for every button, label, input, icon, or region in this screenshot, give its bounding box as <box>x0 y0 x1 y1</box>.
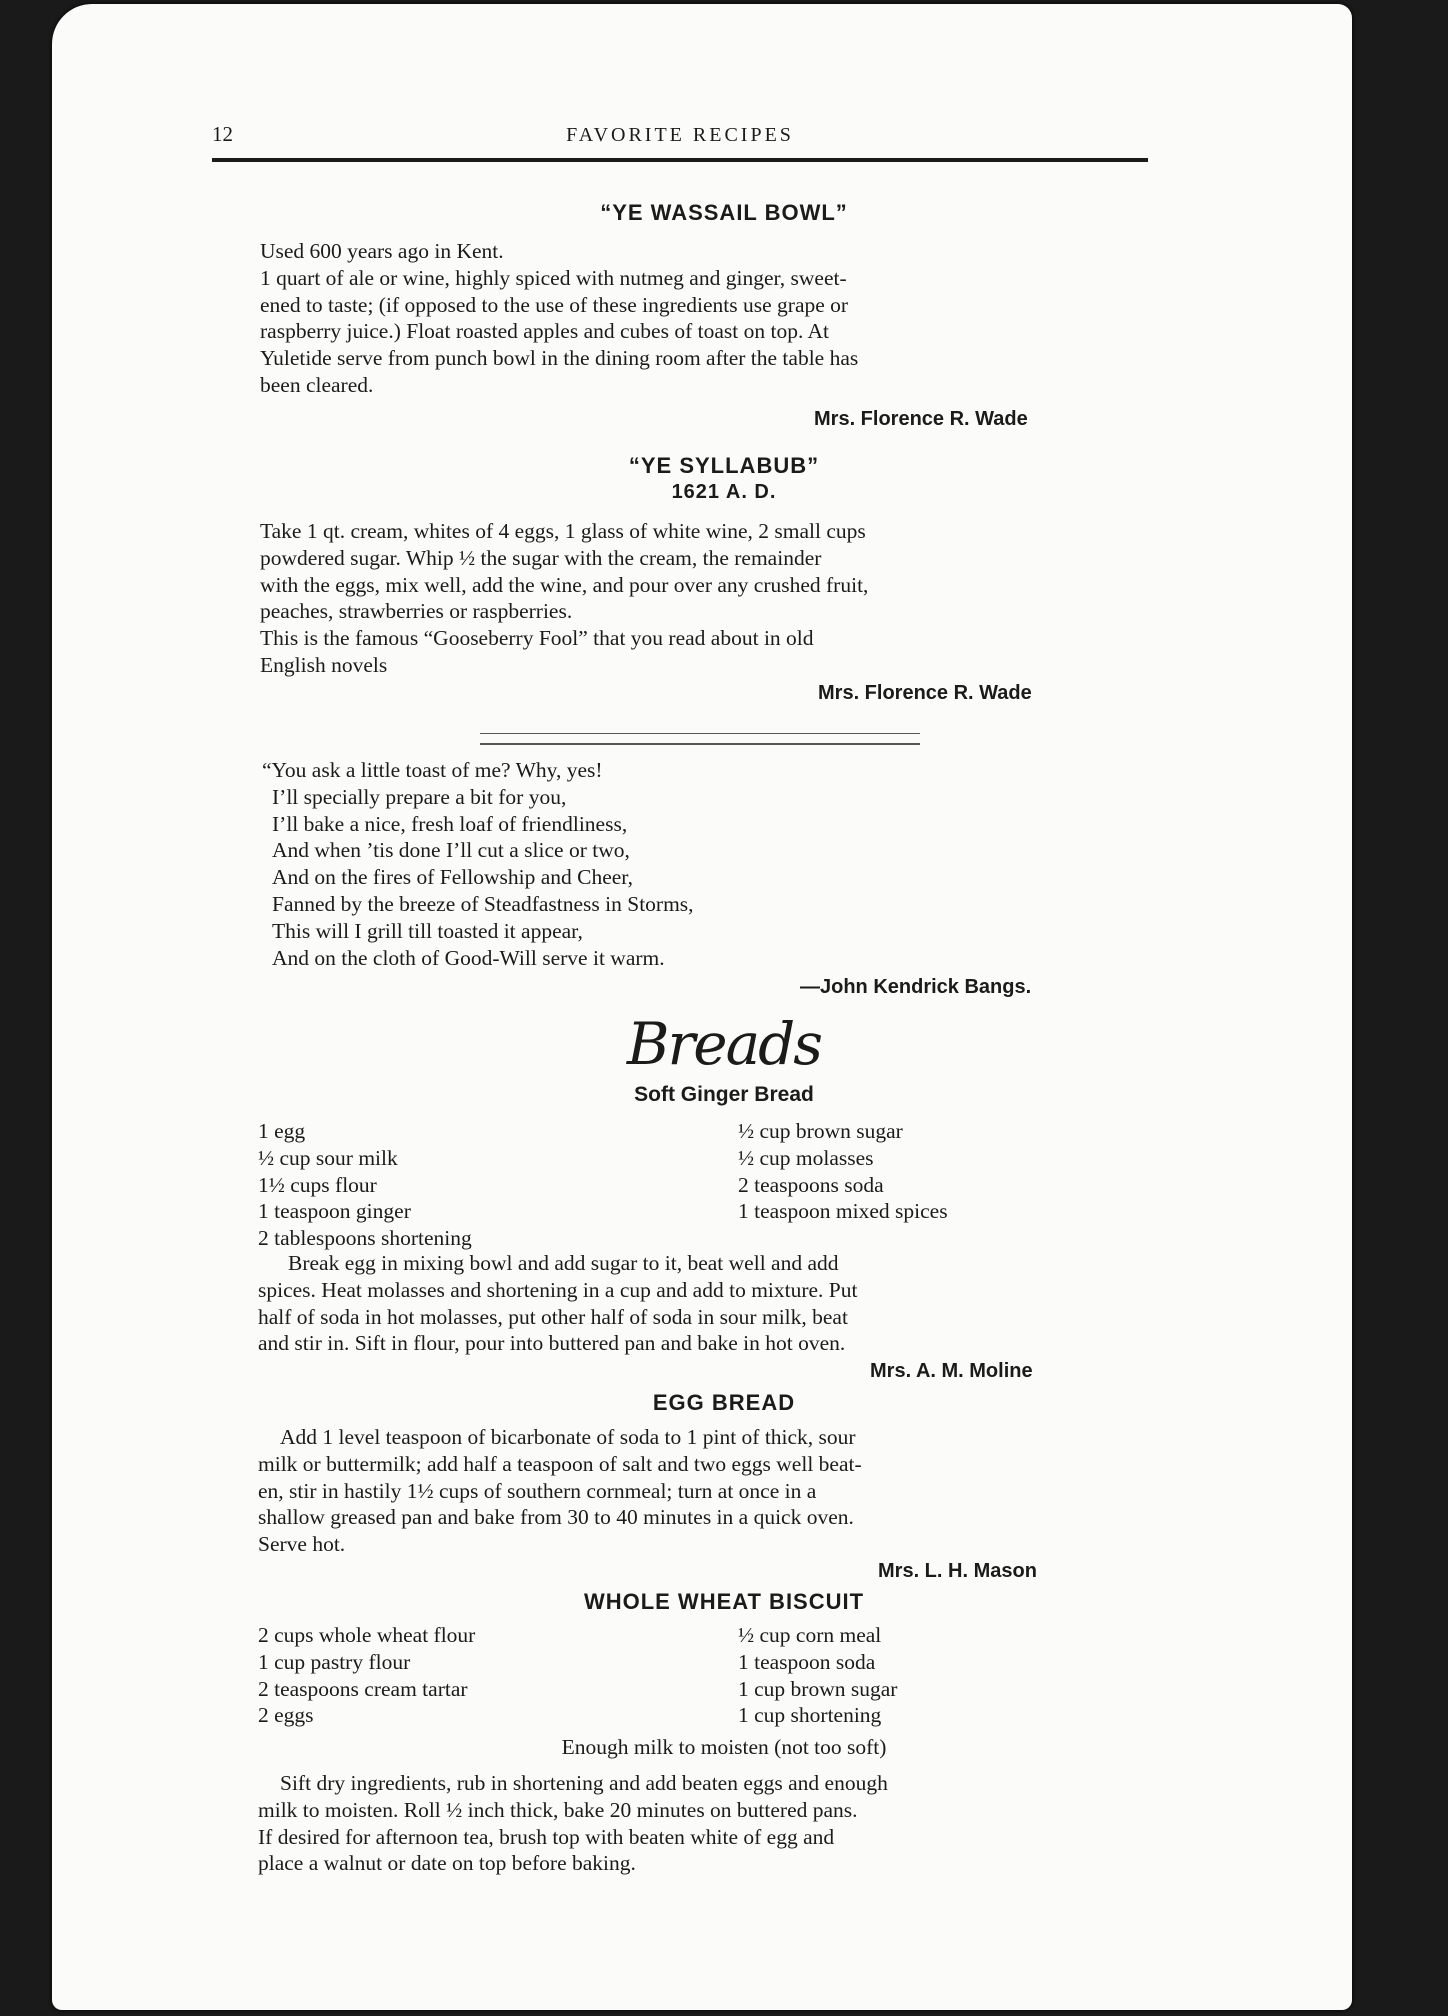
text-line: Sift dry ingredients, rub in shortening and add beaten eggs and enough <box>280 1771 888 1795</box>
ingredient: ½ cup sour milk <box>258 1145 398 1170</box>
text-line: milk or buttermilk; add half a teaspoon of salt and two eggs well beat- <box>258 1451 862 1476</box>
recipe-title-biscuit: WHOLE WHEAT BISCUIT <box>583 1589 865 1614</box>
ingredient: 2 teaspoons soda <box>738 1172 884 1197</box>
text-line: half of soda in hot molasses, put other half of soda in sour milk, beat <box>258 1304 848 1329</box>
ingredient: 1 cup brown sugar <box>738 1676 898 1701</box>
recipe-body-ginger <box>258 1250 858 1357</box>
text-line: Serve hot. <box>258 1532 346 1557</box>
poem-line: “You ask a little toast of me? Why, yes! <box>262 758 603 782</box>
ingredients-left-biscuit <box>258 1622 475 1729</box>
recipe-title-ginger-bread: Soft Ginger Bread <box>634 1083 814 1106</box>
text-line: 1 quart of ale or wine, highly spiced with nutmeg and ginger, sweet- <box>260 265 847 290</box>
text-line: been cleared. <box>260 372 374 397</box>
poem-line: I’ll specially prepare a bit for you, <box>272 784 567 809</box>
poem-line: Fanned by the breeze of Steadfastness in Storms, <box>272 891 694 916</box>
text-line: If desired for afternoon tea, brush top with beaten white of egg and <box>258 1824 835 1849</box>
poem <box>262 757 1142 971</box>
ingredient: 1 egg <box>258 1119 306 1143</box>
ingredient: 1 cup pastry flour <box>258 1649 411 1674</box>
ingredients-right-biscuit <box>738 1622 897 1729</box>
recipe-body-biscuit <box>258 1770 888 1877</box>
text-line: place a walnut or date on top before baking. <box>258 1851 636 1876</box>
text-line: spices. Heat molasses and shortening in a cup and add to mixture. Put <box>258 1277 858 1302</box>
ingredient: 1 teaspoon ginger <box>258 1199 411 1224</box>
text-line: Break egg in mixing bowl and add sugar to it, beat well and add <box>288 1251 839 1275</box>
text-line: Add 1 level teaspoon of bicarbonate of soda to 1 pint of thick, sour <box>280 1425 856 1449</box>
author-syllabub: Mrs. Florence R. Wade <box>818 682 1032 704</box>
recipe-title-syllabub: “YE SYLLABUB” <box>628 453 820 478</box>
poem-line: I’ll bake a nice, fresh loaf of friendliness, <box>272 811 628 836</box>
text-line: Yuletide serve from punch bowl in the dining room after the table has <box>260 346 859 371</box>
text-line: This is the famous “Gooseberry Fool” that you read about in old <box>260 626 814 651</box>
text-line: powdered sugar. Whip ½ the sugar with the cream, the remainder <box>260 545 822 570</box>
text-line: milk to moisten. Roll ½ inch thick, bake 20 minutes on buttered pans. <box>258 1797 858 1822</box>
poem-line: And on the fires of Fellowship and Cheer, <box>272 865 633 890</box>
recipe-body-wassail <box>260 238 1146 399</box>
ingredient: 2 teaspoons cream tartar <box>258 1676 468 1701</box>
ingredient: 1½ cups flour <box>258 1172 377 1197</box>
divider-rule <box>480 733 920 745</box>
text-line: with the eggs, mix well, add the wine, and pour over any crushed fruit, <box>260 572 869 597</box>
text-line: en, stir in hastily 1½ cups of southern cornmeal; turn at once in a <box>258 1478 817 1503</box>
recipe-subtitle-syllabub: 1621 A. D. <box>671 481 777 503</box>
page-number: 12 <box>212 122 233 146</box>
author-egg: Mrs. L. H. Mason <box>878 1560 1037 1582</box>
recipe-body-syllabub <box>260 518 1146 679</box>
section-title: Breads <box>626 1010 822 1078</box>
text-line: and stir in. Sift in flour, pour into buttered pan and bake in hot oven. <box>258 1331 846 1356</box>
text-line: Used 600 years ago in Kent. <box>260 239 504 263</box>
author-ginger: Mrs. A. M. Moline <box>870 1360 1033 1382</box>
ingredient: 2 tablespoons shortening <box>258 1226 472 1251</box>
text-line: raspberry juice.) Float roasted apples and cubes of toast on top. At <box>260 319 830 344</box>
recipe-title-egg-bread: EGG BREAD <box>652 1390 796 1415</box>
poem-line: And on the cloth of Good-Will serve it warm. <box>272 945 665 970</box>
page-header <box>212 118 1148 162</box>
text-line: shallow greased pan and bake from 30 to 40 minutes in a quick oven. <box>258 1505 854 1530</box>
poem-line: And when ’tis done I’ll cut a slice or two, <box>272 838 630 863</box>
text-line: English novels <box>260 652 388 677</box>
ingredient: 2 eggs <box>258 1703 314 1728</box>
ingredients-left-ginger <box>258 1118 472 1252</box>
ingredient: 1 teaspoon soda <box>738 1649 876 1674</box>
ingredient: ½ cup corn meal <box>738 1623 882 1647</box>
text-line: ened to taste; (if opposed to the use of these ingredients use grape or <box>260 292 849 317</box>
running-title: FAVORITE RECIPES <box>566 124 794 146</box>
ingredient: ½ cup brown sugar <box>738 1119 903 1143</box>
ingredients-right-ginger <box>738 1118 948 1225</box>
biscuit-note <box>0 1734 1448 1761</box>
recipe-body-egg <box>258 1424 862 1558</box>
poem-line: This will I grill till toasted it appear, <box>272 918 583 943</box>
author-wassail: Mrs. Florence R. Wade <box>814 408 1028 430</box>
text-line: Take 1 qt. cream, whites of 4 eggs, 1 glass of white wine, 2 small cups <box>260 519 866 543</box>
ingredient: ½ cup molasses <box>738 1145 874 1170</box>
recipe-title-wassail: “YE WASSAIL BOWL” <box>600 200 848 225</box>
poem-author: —John Kendrick Bangs. <box>800 976 1032 998</box>
ingredient: 2 cups whole wheat flour <box>258 1623 476 1647</box>
text-line: Enough milk to moisten (not too soft) <box>561 1735 887 1759</box>
ingredient: 1 teaspoon mixed spices <box>738 1199 948 1224</box>
ingredient: 1 cup shortening <box>738 1703 882 1728</box>
text-line: peaches, strawberries or raspberries. <box>260 599 573 624</box>
